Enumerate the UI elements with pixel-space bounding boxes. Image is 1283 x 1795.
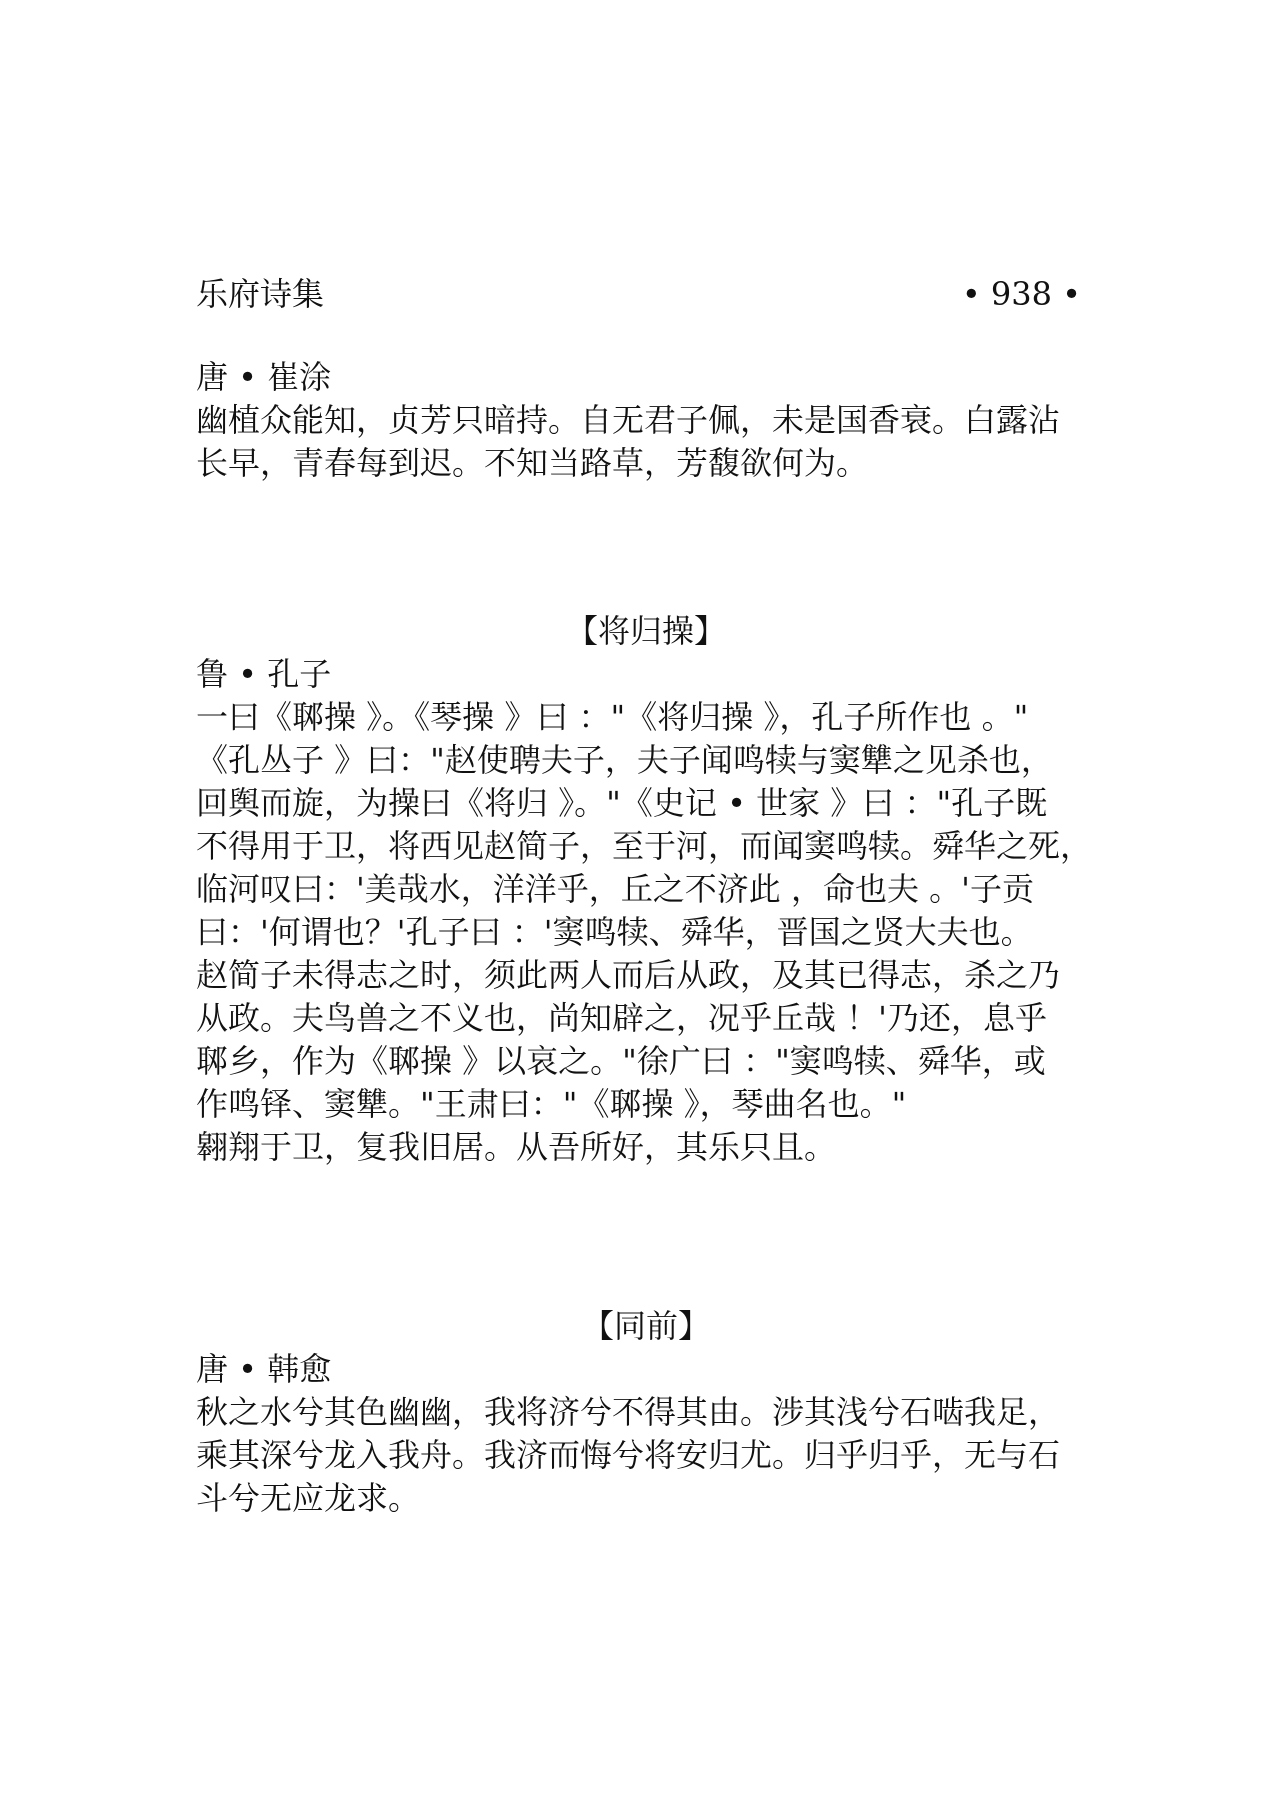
preface-line: 《孔丛子 》曰："赵使聘夫子，夫子闻鸣犊与窦犨之见杀也， xyxy=(196,741,1053,779)
preface-line: 回舆而旋，为操曰《将归 》。"《史记 • 世家 》曰 ："孔子既 xyxy=(196,784,1048,822)
preface-line: 郰乡，作为《郰操 》以哀之。"徐广曰 ："窦鸣犊、舜华，或 xyxy=(196,1042,1046,1080)
poem-line: 乘其深兮龙入我舟。我济而悔兮将安归尤。归乎归乎，无与石 xyxy=(196,1436,1061,1474)
document-page xyxy=(196,0,1096,1795)
page-number: • 938 • xyxy=(961,275,1081,313)
poem-author: 唐 • 崔涂 xyxy=(196,358,332,396)
poem-line: 幽植众能知，贞芳只暗持。自无君子佩，未是国香衰。白露沾 xyxy=(196,401,1061,439)
poem-author: 唐 • 韩愈 xyxy=(196,1350,332,1388)
preface-line: 从政。夫鸟兽之不义也，尚知辟之，况乎丘哉 ！'乃还，息乎 xyxy=(196,999,1047,1037)
poem-line: 翱翔于卫，复我旧居。从吾所好，其乐只且。 xyxy=(196,1128,837,1166)
preface-line: 曰：'何谓也？'孔子曰 ：'窦鸣犊、舜华，晋国之贤大夫也。 xyxy=(196,913,1033,951)
preface-line: 赵简子未得志之时，须此两人而后从政，及其已得志，杀之乃 xyxy=(196,956,1061,994)
poem-section-1 xyxy=(196,356,1096,485)
poem-heading: 【同前】 xyxy=(581,1307,710,1345)
preface-line: 作鸣铎、窦犨。"王肃曰："《郰操 》，琴曲名也。" xyxy=(196,1085,907,1123)
preface-line: 不得用于卫，将西见赵简子，至于河，而闻窦鸣犊。舜华之死， xyxy=(196,827,1093,865)
poem-author: 鲁 • 孔子 xyxy=(196,655,332,693)
page-header xyxy=(196,270,1096,318)
preface-line: 一曰《郰操 》。《琴操 》曰 ："《将归操 》，孔子所作也 。" xyxy=(196,698,1029,736)
poem-line: 长早，青春每到迟。不知当路草，芳馥欲何为。 xyxy=(196,444,869,482)
poem-line: 斗兮无应龙求。 xyxy=(196,1479,421,1517)
poem-heading: 【将归操】 xyxy=(565,612,726,650)
poem-section-3 xyxy=(196,1305,1096,1520)
book-title: 乐府诗集 xyxy=(196,275,325,313)
poem-section-2 xyxy=(196,610,1096,1169)
preface-line: 临河叹曰：'美哉水，洋洋乎，丘之不济此 ，命也夫 。'子贡 xyxy=(196,870,1034,908)
poem-line: 秋之水兮其色幽幽，我将济兮不得其由。涉其浅兮石啮我足， xyxy=(196,1393,1061,1431)
